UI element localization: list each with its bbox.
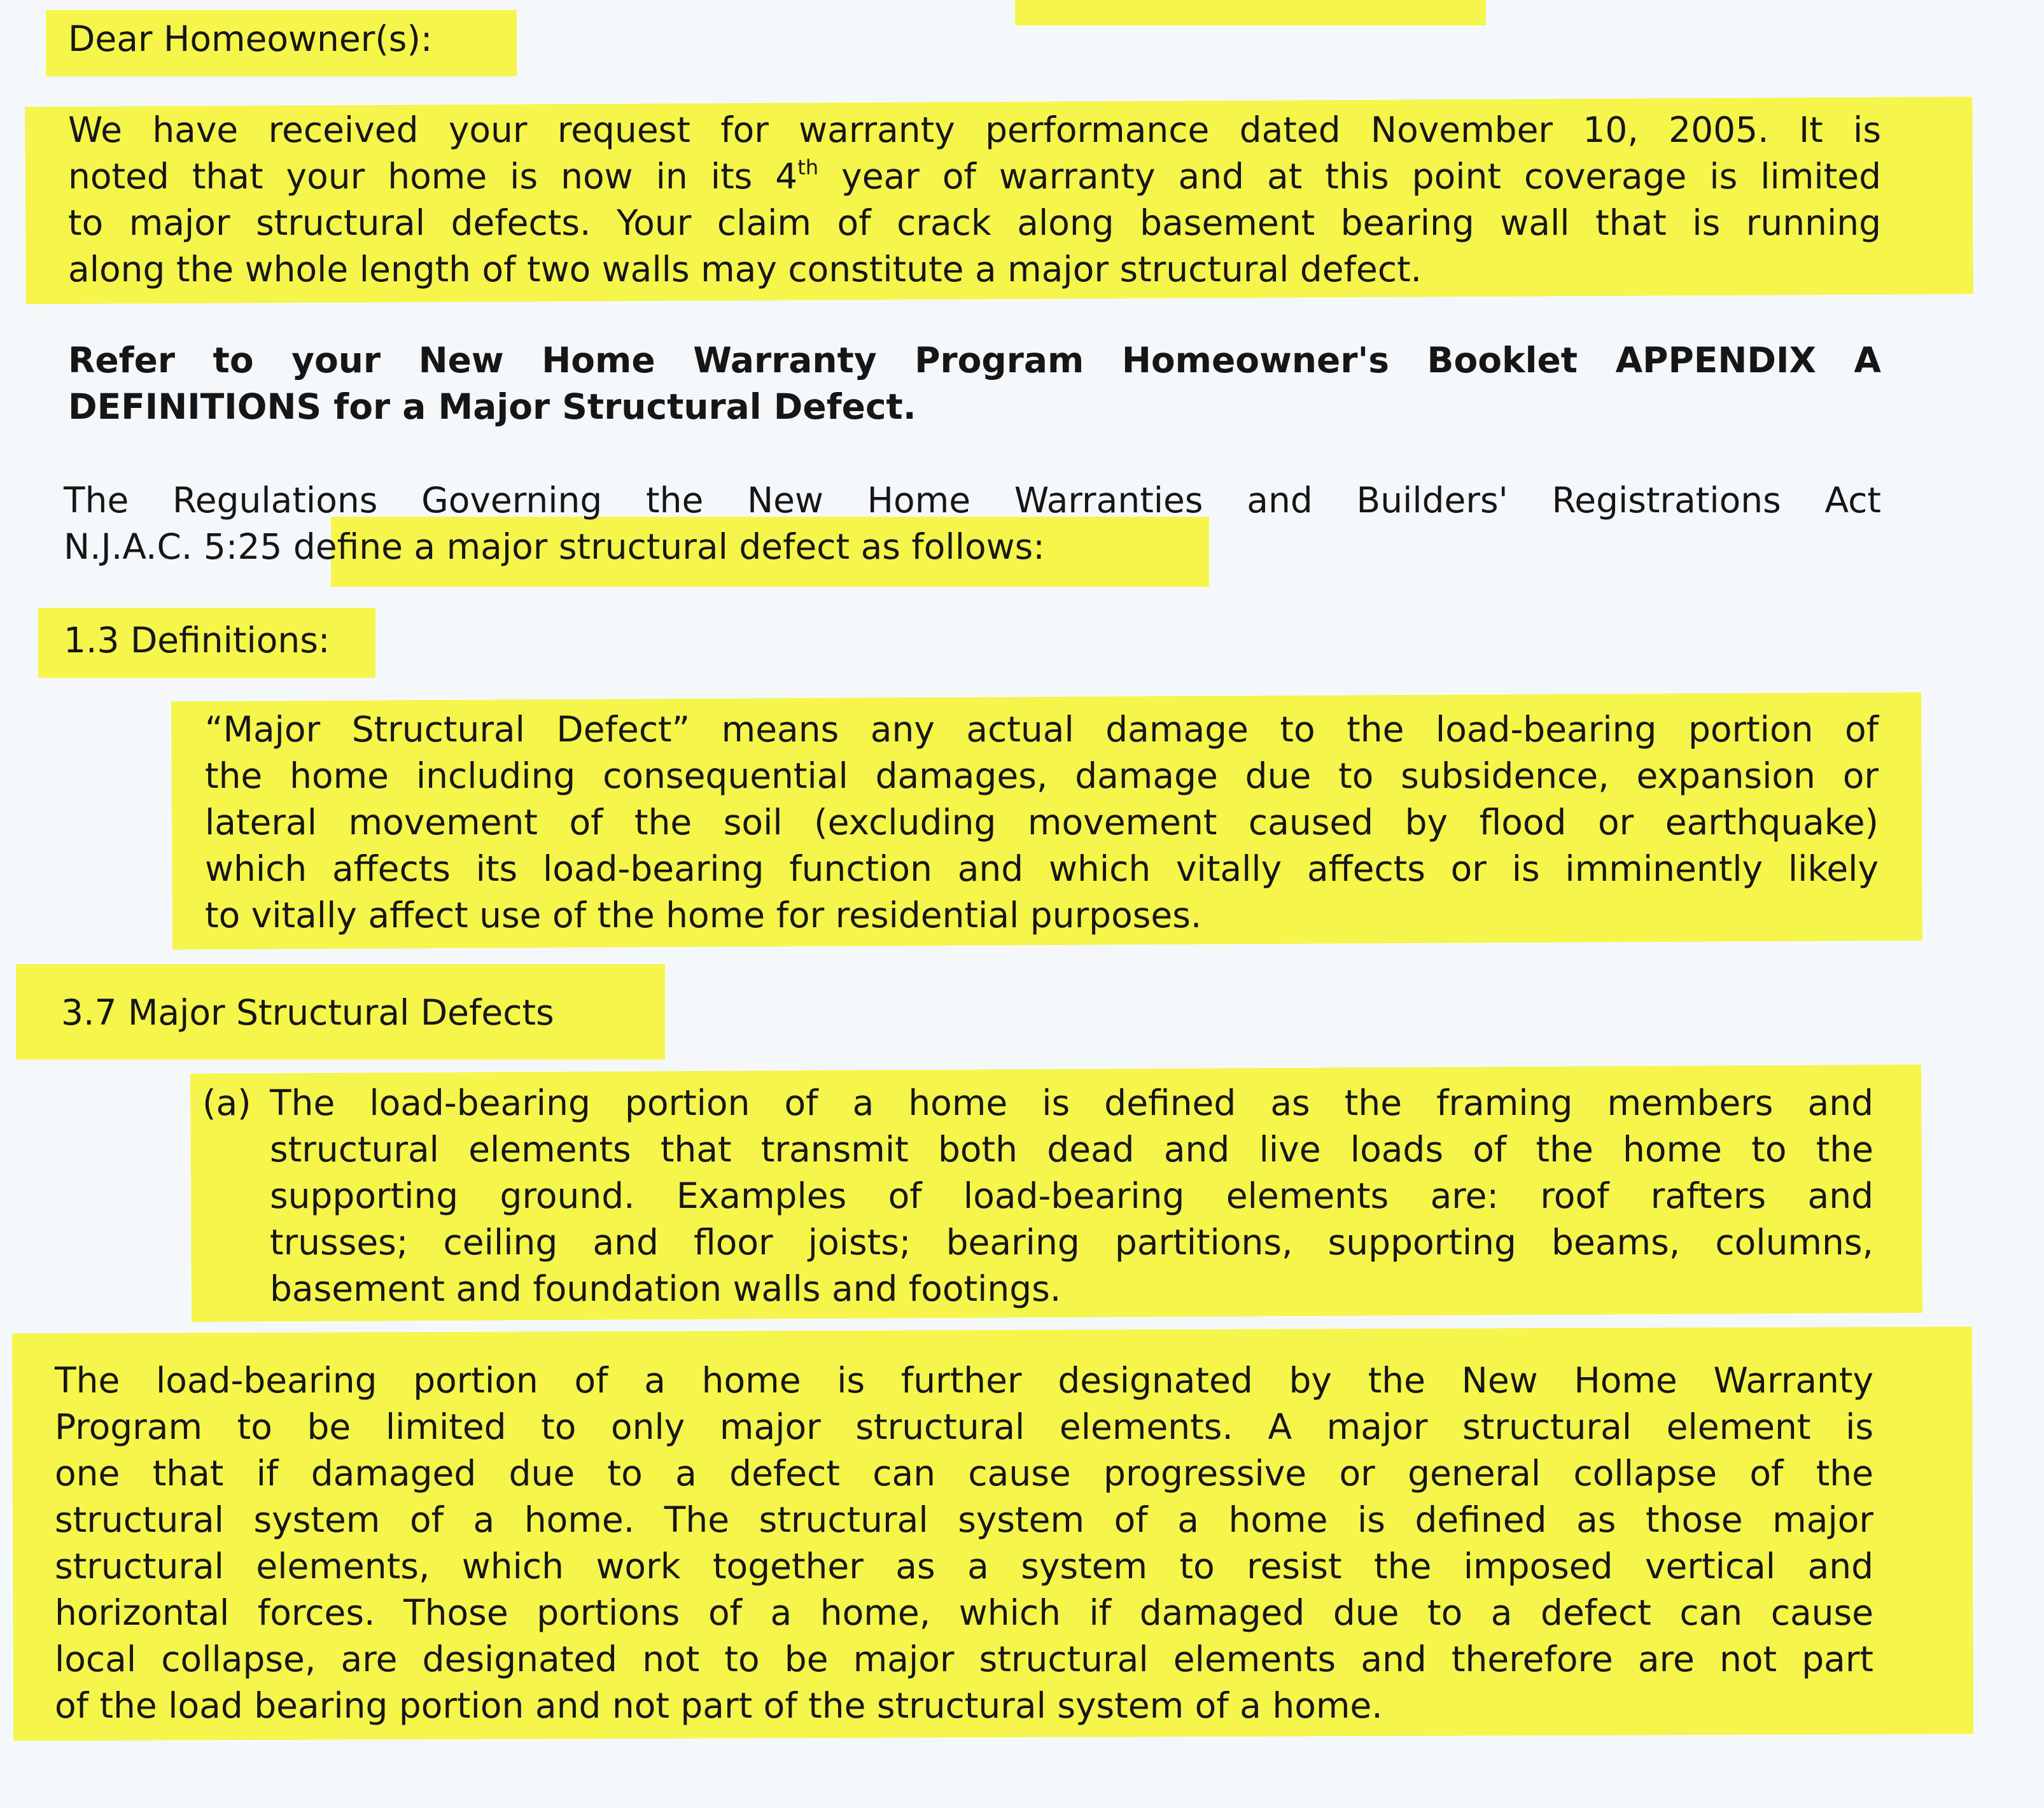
text-line: The Regulations Governing the New Home Warranties and Builders' Registrations Act (64, 480, 1881, 521)
paragraph-request (68, 107, 1881, 293)
text-line: local collapse, are designated not to be major structural elements and therefore are not part (55, 1639, 1873, 1679)
text-line: along the whole length of two walls may constitute a major structural defect. (68, 249, 1422, 290)
text-line: Program to be limited to only major structural elements. A major structural element is (55, 1406, 1873, 1447)
text-line: of the load bearing portion and not part of the structural system of a home. (55, 1685, 1383, 1726)
text-span: noted that your home is now in its 4 (68, 156, 798, 197)
text-line (68, 153, 1881, 200)
superscript: th (797, 155, 819, 179)
text-span: year of warranty and at this point coverage is limited (818, 156, 1881, 197)
text-line: basement and foundation walls and footings. (270, 1268, 1061, 1309)
item-a-marker (202, 1080, 251, 1126)
text-line: N.J.A.C. 5:25 define a major structural defect as follows: (64, 526, 1045, 567)
list-marker: (a) (202, 1083, 251, 1123)
section-1-3-heading (64, 617, 330, 664)
text-line: We have received your request for warranty performance dated November 10, 2005. It is (68, 109, 1881, 150)
item-a-text (270, 1080, 1873, 1312)
text-line: one that if damaged due to a defect can cause progressive or general collapse of the (55, 1453, 1873, 1494)
text-line: The load-bearing portion of a home is further designated by the New Home Warranty (55, 1360, 1873, 1401)
regulations-paragraph (64, 477, 1881, 570)
greeting (68, 16, 432, 62)
text-line: horizontal forces. Those portions of a home, which if damaged due to a defect can cause (55, 1592, 1873, 1633)
highlight-top-cutoff (1015, 0, 1486, 25)
heading-text: 3.7 Major Structural Defects (61, 992, 554, 1033)
text-line: “Major Structural Defect” means any actual damage to the load-bearing portion of (205, 709, 1879, 750)
definition-quote (205, 706, 1879, 939)
text-line: supporting ground. Examples of load-bearing elements are: roof rafters and (270, 1175, 1873, 1216)
text-line: trusses; ceiling and floor joists; bearing partitions, supporting beams, columns, (270, 1222, 1873, 1263)
text-line: which affects its load-bearing function and which vitally affects or is imminently likely (205, 848, 1879, 889)
text-line: to major structural defects. Your claim of crack along basement bearing wall that is running (68, 202, 1881, 243)
text-line: The load-bearing portion of a home is defined as the framing members and (270, 1083, 1873, 1123)
text-line: DEFINITIONS for a Major Structural Defect. (68, 386, 916, 427)
section-3-7-heading (61, 990, 554, 1036)
text-line: lateral movement of the soil (excluding movement caused by flood or earthquake) (205, 802, 1879, 843)
text-line: Refer to your New Home Warranty Program Homeowner's Booklet APPENDIX A (68, 340, 1881, 381)
heading-text: 1.3 Definitions: (64, 620, 330, 661)
text-line: structural elements that transmit both dead and live loads of the home to the (270, 1129, 1873, 1170)
refer-notice (68, 337, 1881, 430)
text-line: to vitally affect use of the home for residential purposes. (205, 895, 1202, 936)
text-line: structural system of a home. The structural system of a home is defined as those major (55, 1499, 1873, 1540)
text-line: the home including consequential damages, damage due to subsidence, expansion or (205, 755, 1879, 796)
text-line: structural elements, which work together as a system to resist the imposed vertical and (55, 1546, 1873, 1587)
greeting-text: Dear Homeowner(s): (68, 18, 433, 59)
final-paragraph (55, 1357, 1873, 1729)
